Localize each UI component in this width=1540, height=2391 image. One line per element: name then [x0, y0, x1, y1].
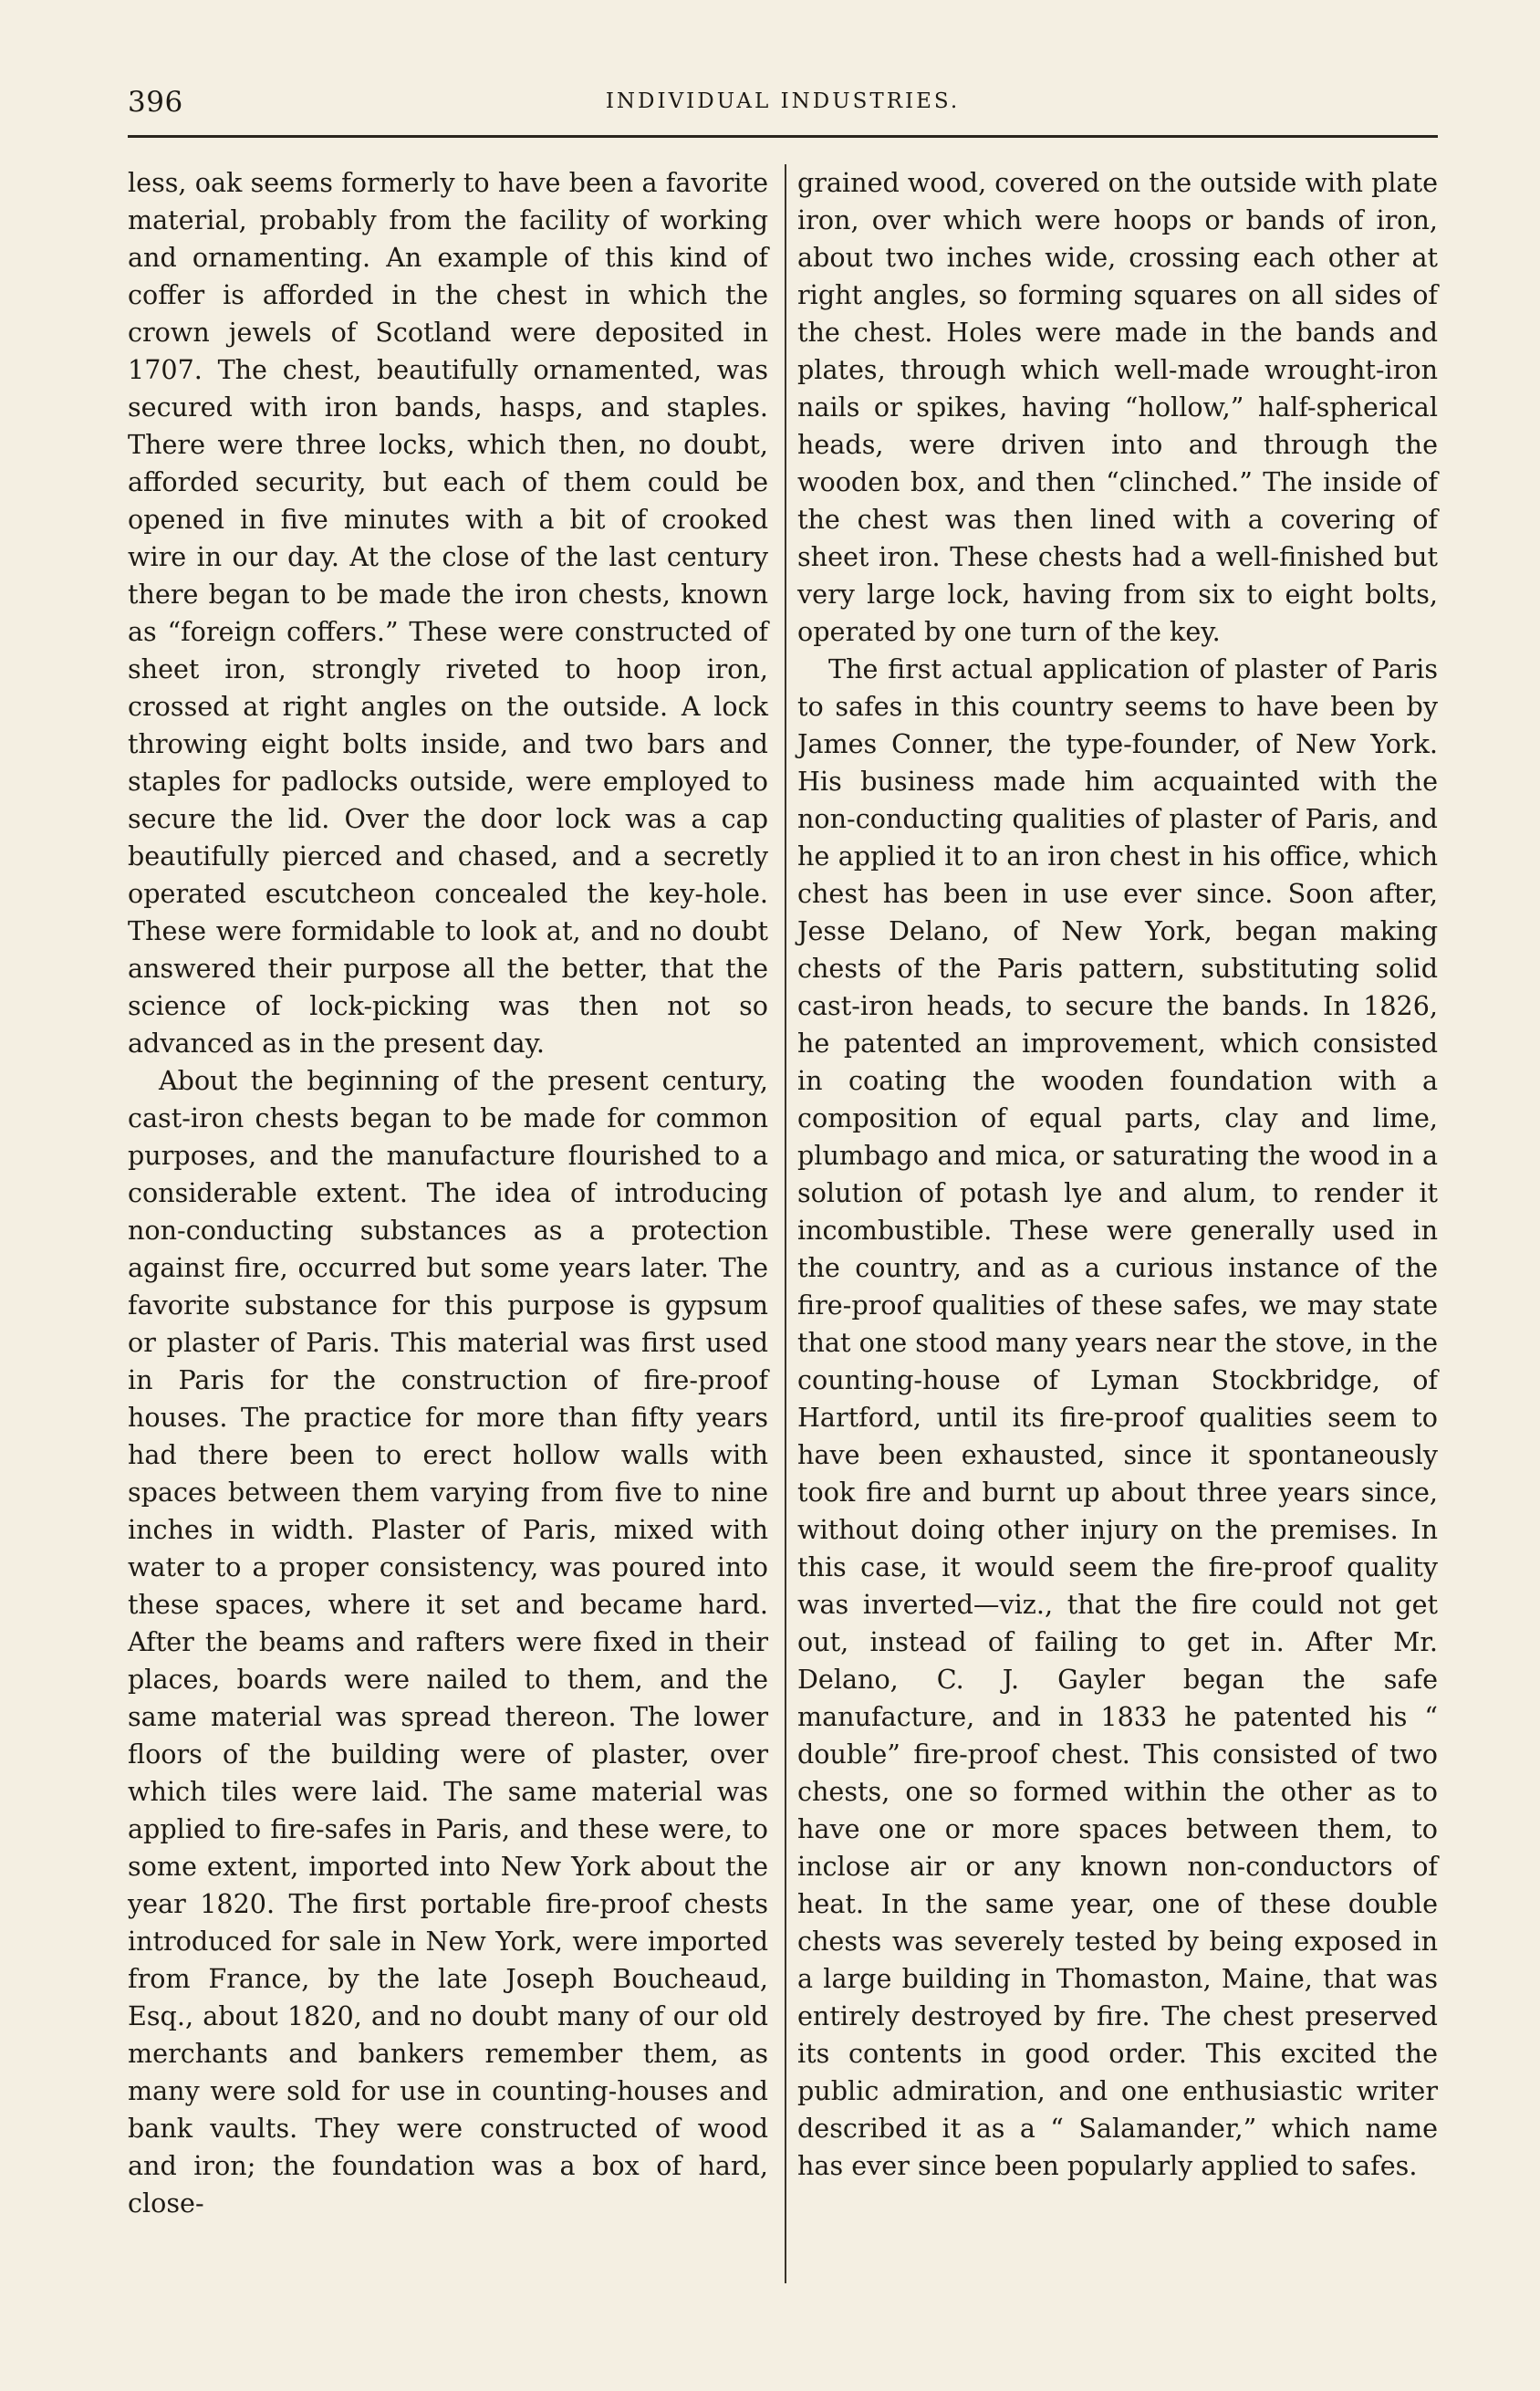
- paragraph: less, oak seems formerly to have been a favorite material, probably from the facility of working and ornamenting. An example of this kind of coffer is afforded in the chest in which the crown jewels of Scotland were deposited in 1707. The chest, beautifully ornamented, was secured with iron bands, hasps, and staples. There were three locks, which then, no doubt, afforded security, but each of them could be opened in five minutes with a bit of crooked wire in our day. At the close of the last century there began to be made the iron chests, known as “foreign coffers.” These were constructed of sheet iron, strongly riveted to hoop iron, crossed at right angles on the outside. A lock throwing eight bolts inside, and two bars and staples for padlocks outside, were employed to secure the lid. Over the door lock was a cap beautifully pierced and chased, and a secretly operated escutcheon concealed the key-hole. These were formidable to look at, and no doubt answered their purpose all the better, that the science of lock-picking was then not so advanced as in the present day.: [128, 167, 768, 1059]
- paragraph: About the beginning of the present century, cast-iron chests began to be made for common purposes, and the manufacture flourished to a considerable extent. The idea of introducing non-conducting substances as a protection against fire, occurred but some years later. The favorite substance for this purpose is gypsum or plaster of Paris. This material was first used in Paris for the construction of fire-proof houses. The practice for more than fifty years had there been to erect hollow walls with spaces between them varying from five to nine inches in width. Plaster of Paris, mixed with water to a proper consistency, was poured into these spaces, where it set and became hard. After the beams and rafters were fixed in their places, boards were nailed to them, and the same material was spread thereon. The lower floors of the building were of plaster, over which tiles were laid. The same material was applied to fire-safes in Paris, and these were, to some extent, imported into New York about the year 1820. The first portable fire-proof chests introduced for sale in New York, were imported from France, by the late Joseph Boucheaud, Esq., about 1820, and no doubt many of our old merchants and bankers remember them, as many were sold for use in counting-houses and bank vaults. They were constructed of wood and iron; the foundation was a box of hard, close-: [128, 1065, 768, 2219]
- paragraph: grained wood, covered on the outside with plate iron, over which were hoops or bands of iron, about two inches wide, crossing each other at right angles, so forming squares on all sides of the chest. Holes were made in the bands and plates, through which well-made wrought-iron nails or spikes, having “hollow,” half-spherical heads, were driven into and through the wooden box, and then “clinched.” The inside of the chest was then lined with a covering of sheet iron. These chests had a well-finished but very large lock, having from six to eight bolts, operated by one turn of the key.: [797, 167, 1438, 647]
- paragraph: The first actual application of plaster of Paris to safes in this country seems to have been by James Conner, the type-founder, of New York. His business made him acquainted with the non-conducting qualities of plaster of Paris, and he applied it to an iron chest in his office, which chest has been in use ever since. Soon after, Jesse Delano, of New York, began making chests of the Paris pattern, substituting solid cast-iron heads, to secure the bands. In 1826, he patented an improvement, which consisted in coating the wooden foundation with a composition of equal parts, clay and lime, plumbago and mica, or saturating the wood in a solution of potash lye and alum, to render it incombustible. These were generally used in the country, and as a curious instance of the fire-proof qualities of these safes, we may state that one stood many years near the stove, in the counting-house of Lyman Stockbridge, of Hartford, until its fire-proof qualities seem to have been exhausted, since it spontaneously took fire and burnt up about three years since, without doing other injury on the premises. In this case, it would seem the fire-proof quality was inverted—viz., that the fire could not get out, instead of failing to get in. After Mr. Delano, C. J. Gayler began the safe manufacture, and in 1833 he patented his “ double” fire-proof chest. This consisted of two chests, one so formed within the other as to have one or more spaces between them, to inclose air or any known non-conductors of heat. In the same year, one of these double chests was severely tested by being exposed in a large building in Thomaston, Maine, that was entirely destroyed by fire. The chest preserved its contents in good order. This excited the public admiration, and one enthusiastic writer described it as a “ Salamander,” which name has ever since been popularly applied to safes.: [797, 653, 1438, 2181]
- book-page: [128, 86, 1438, 2294]
- running-head: INDIVIDUAL INDUSTRIES.: [605, 89, 961, 113]
- left-column: [128, 164, 768, 2222]
- page-number: 396: [128, 86, 183, 119]
- text-columns: [128, 164, 1438, 2222]
- right-column: [797, 164, 1438, 2222]
- page-header: [128, 86, 1438, 138]
- column-divider: [785, 164, 786, 2283]
